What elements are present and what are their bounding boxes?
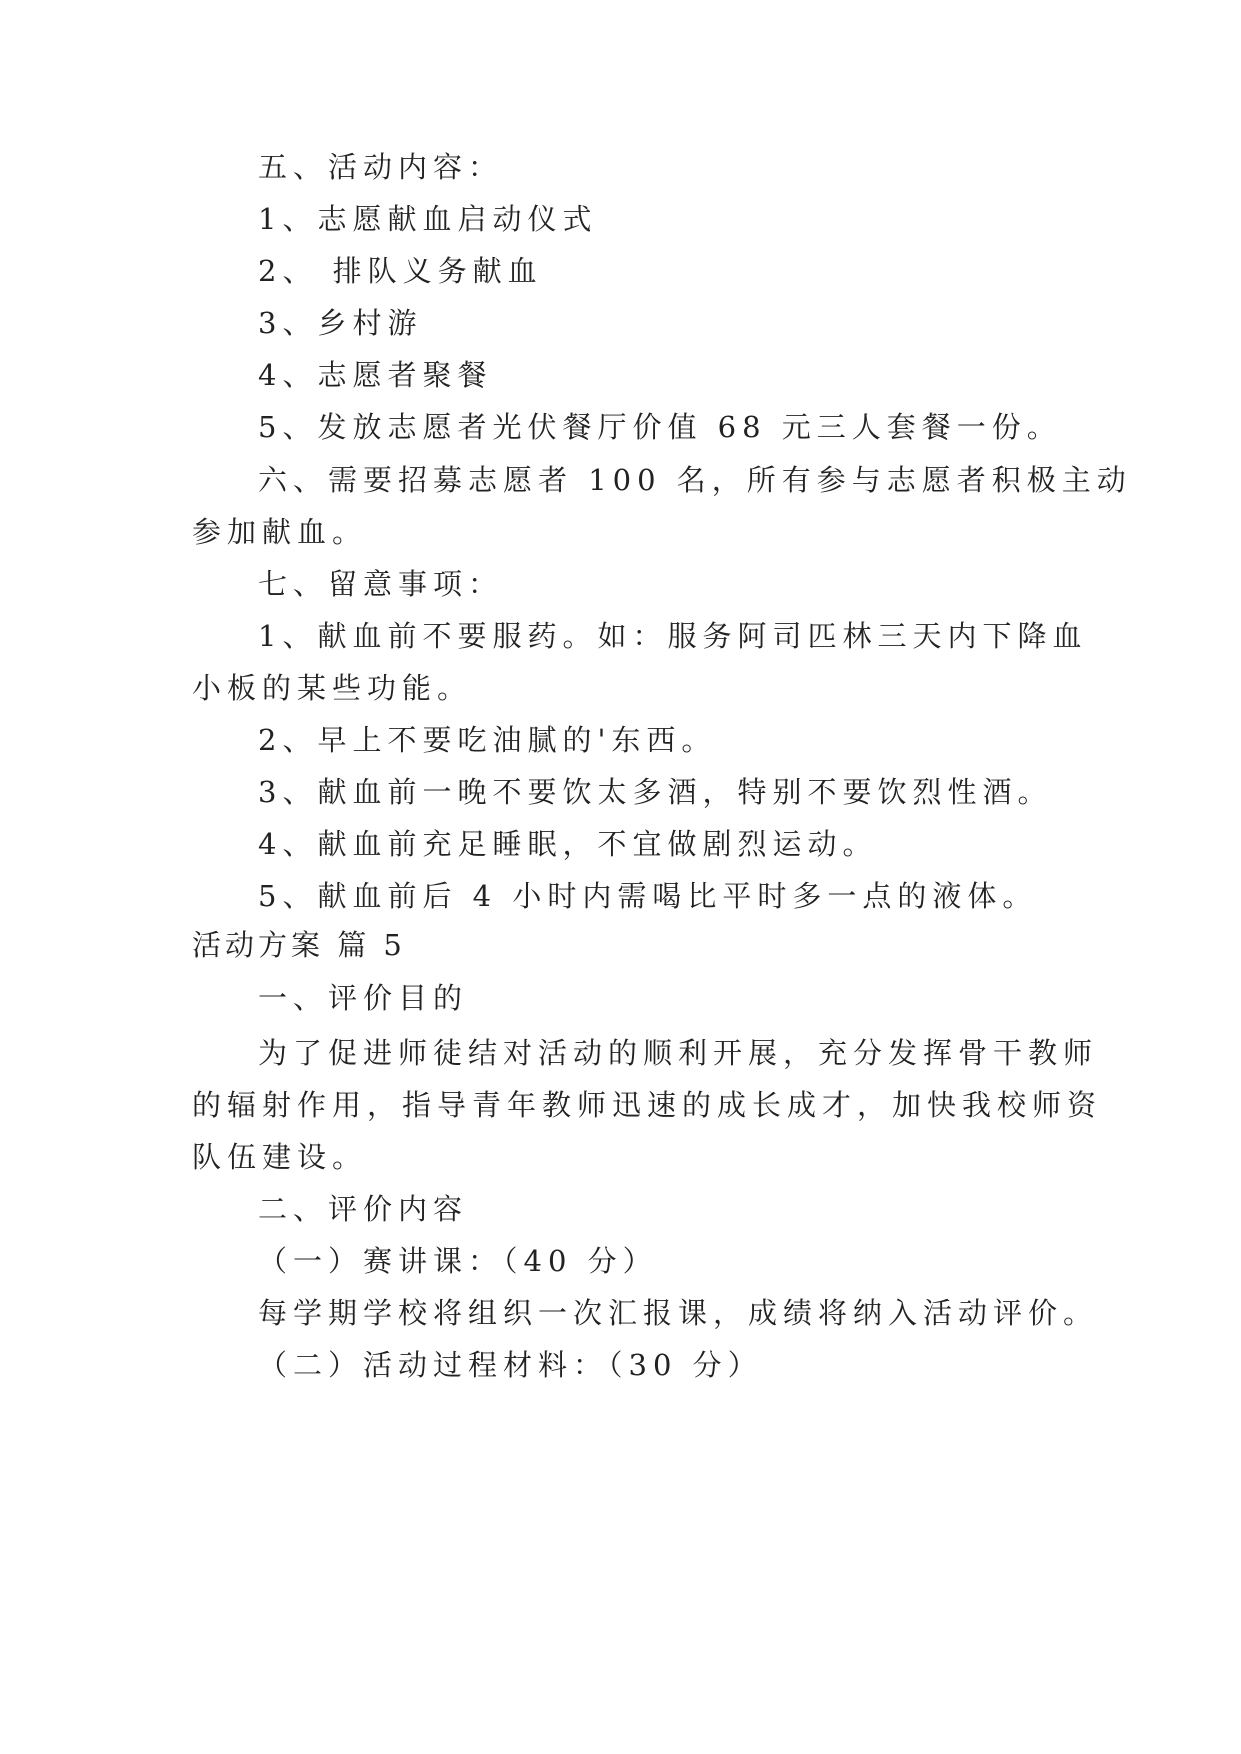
section-heading-purpose: 一、评价目的 bbox=[258, 981, 469, 1015]
paragraph-line: 六、需要招募志愿者 100 名，所有参与志愿者积极主动 bbox=[258, 463, 1132, 497]
paragraph-line: 为了促进师徒结对活动的顺利开展，充分发挥骨干教师 bbox=[258, 1036, 1099, 1070]
paragraph-line: 小板的某些功能。 bbox=[192, 671, 473, 705]
document-title: 活动方案 篇 5 bbox=[192, 928, 406, 962]
list-item: 3、乡村游 bbox=[258, 306, 423, 340]
paragraph-line: 队伍建设。 bbox=[192, 1140, 368, 1174]
list-item: 4、献血前充足睡眠，不宜做剧烈运动。 bbox=[258, 827, 878, 861]
list-item: 2、 排队义务献血 bbox=[258, 254, 543, 288]
list-item: 4、志愿者聚餐 bbox=[258, 358, 493, 392]
paragraph-line: 每学期学校将组织一次汇报课，成绩将纳入活动评价。 bbox=[258, 1296, 1099, 1330]
paragraph-line: 参加献血。 bbox=[192, 515, 368, 549]
paragraph-line: 的辐射作用，指导青年教师迅速的成长成才，加快我校师资 bbox=[192, 1088, 1103, 1122]
paragraph-line: 1、献血前不要服药。如：服务阿司匹林三天内下降血 bbox=[258, 619, 1088, 653]
list-item: 5、发放志愿者光伏餐厅价值 68 元三人套餐一份。 bbox=[258, 410, 1062, 444]
section-heading-content: 二、评价内容 bbox=[258, 1192, 469, 1226]
list-item: 1、志愿献血启动仪式 bbox=[258, 202, 598, 236]
subsection-heading: （一）赛讲课：（40 分） bbox=[258, 1244, 658, 1278]
list-item: 2、早上不要吃油腻的'东西。 bbox=[258, 723, 717, 757]
list-item: 3、献血前一晚不要饮太多酒，特别不要饮烈性酒。 bbox=[258, 775, 1053, 809]
section-heading-activity-content: 五、活动内容： bbox=[258, 150, 504, 184]
section-heading-notes: 七、留意事项： bbox=[258, 567, 504, 601]
subsection-heading: （二）活动过程材料：（30 分） bbox=[258, 1348, 763, 1382]
list-item: 5、献血前后 4 小时内需喝比平时多一点的液体。 bbox=[258, 879, 1038, 913]
